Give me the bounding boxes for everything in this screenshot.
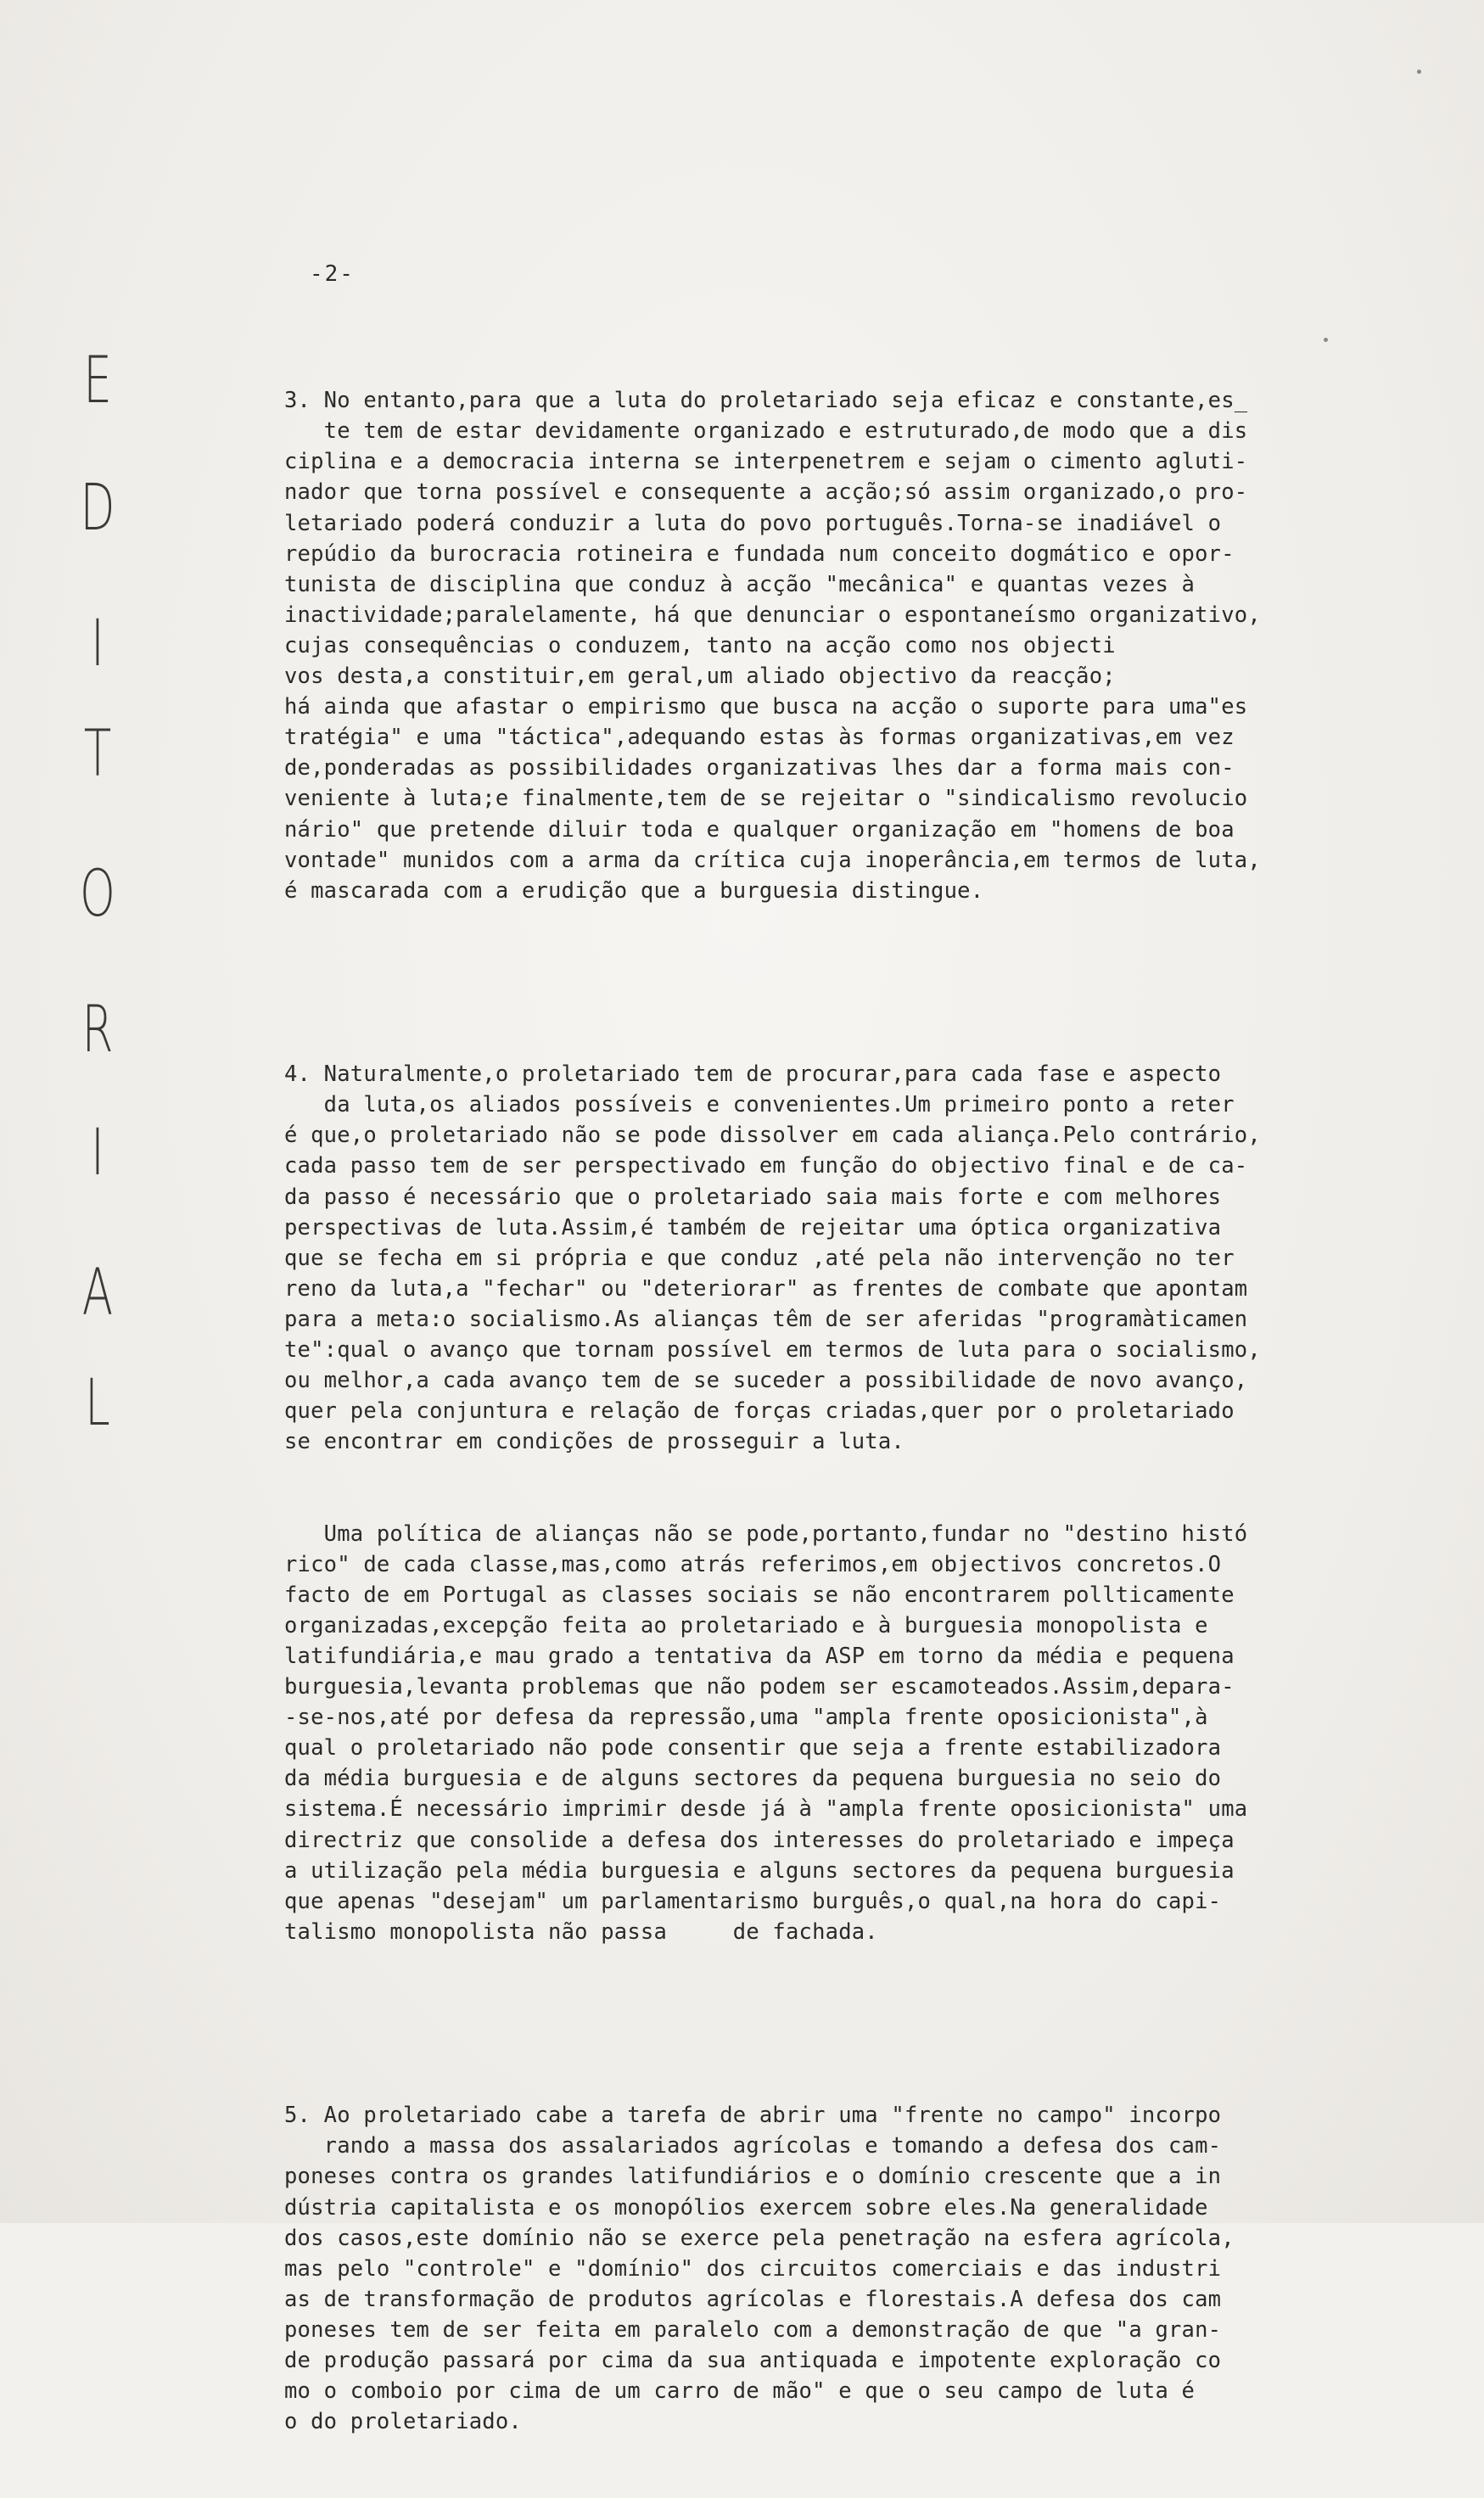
margin-letter-i: I	[91, 605, 104, 681]
text-line: vos desta,a constituir,em geral,um aliado objectivo da reacção;	[284, 664, 1116, 690]
text-line: tratégia" e uma "táctica",adequando estas às formas organizativas,em vez	[284, 725, 1235, 751]
text-line: mo o comboio por cima de um carro de mão" e que o seu campo de luta é	[284, 2378, 1196, 2405]
text-line: vontade" munidos com a arma da crítica cuja inoperância,em termos de luta,	[284, 847, 1261, 873]
text-line: nador que torna possível e consequente a acção;só assim organizado,o pro-	[284, 479, 1248, 506]
paragraph-4	[284, 1059, 1285, 1457]
text-line: que apenas "desejam" um parlamentarismo burguês,o qual,na hora do capi-	[284, 1888, 1222, 1914]
text-line: há ainda que afastar o empirismo que busca na acção o suporte para uma"es	[284, 694, 1248, 720]
margin-letter-d: D	[80, 469, 115, 545]
text-line: inactividade;paralelamente, há que denunciar o espontaneísmo organizativo,	[284, 602, 1261, 628]
page-speck	[1324, 338, 1328, 342]
text-line: as de transformação de produtos agrícolas e florestais.A defesa dos cam	[284, 2286, 1222, 2312]
margin-letter-e: E	[83, 342, 112, 417]
text-line: poneses tem de ser feita em paralelo com a demonstração de que "a gran-	[284, 2316, 1222, 2343]
text-line: nário" que pretende diluir toda e qualquer organização em "homens de boa	[284, 816, 1235, 843]
text-line: veniente à luta;e finalmente,tem de se rejeitar o "sindicalismo revolucio	[284, 786, 1248, 812]
text-line: Uma política de alianças não se pode,portanto,fundar no "destino histó	[284, 1521, 1248, 1547]
text-line: 5. Ao proletariado cabe a tarefa de abrir uma "frente no campo" incorpo	[284, 2103, 1222, 2129]
text-line: 3. No entanto,para que a luta do proletariado seja eficaz e constante,es_	[284, 388, 1248, 414]
text-line: de produção passará por cima da sua antiquada e impotente exploração co	[284, 2348, 1222, 2373]
text-line: da passo é necessário que o proletariado saia mais forte e com melhores	[284, 1184, 1222, 1210]
text-line: dústria capitalista e os monopólios exercem sobre eles.Na generalidade	[284, 2194, 1208, 2221]
margin-letter-i-2: I	[91, 1114, 104, 1190]
text-line: rando a massa dos assalariados agrícolas e tomando a defesa dos cam-	[284, 2133, 1222, 2159]
text-line: dos casos,este domínio não se exerce pela penetração na esfera agrícola,	[284, 2225, 1235, 2251]
text-line: a utilização pela média burguesia e alguns sectores da pequena burguesia	[284, 1857, 1235, 1884]
text-line: que se fecha em si própria e que conduz ,até pela não intervenção no ter	[284, 1245, 1235, 1271]
text-line: repúdio da burocracia rotineira e fundada num conceito dogmático e opor-	[284, 540, 1235, 567]
text-line: se encontrar em condições de prosseguir a luta.	[284, 1429, 904, 1455]
text-line: talismo monopolista não passa de fachada.	[284, 1918, 878, 1945]
text-line: perspectivas de luta.Assim,é também de rejeitar uma óptica organizativa	[284, 1214, 1222, 1241]
text-line: quer pela conjuntura e relação de forças criadas,quer por o proletariado	[284, 1398, 1235, 1425]
margin-letter-o: O	[80, 855, 115, 931]
text-line: é que,o proletariado não se pode dissolver em cada aliança.Pelo contrário,	[284, 1123, 1261, 1149]
text-line: tunista de disciplina que conduz à acção "mecânica" e quantas vezes à	[284, 571, 1196, 597]
margin-letter-a: A	[81, 1254, 114, 1330]
text-line: cujas consequências o conduzem, tanto na acção como nos objecti	[284, 632, 1116, 658]
text-line: facto de em Portugal as classes sociais se não encontrarem pollticamente	[284, 1582, 1235, 1608]
paragraph-3	[284, 385, 1285, 906]
text-line: mas pelo "controle" e "domínio" dos circuitos comerciais e das industri	[284, 2255, 1222, 2282]
page-speck	[1417, 70, 1421, 74]
text-line: latifundiária,e mau grado a tentativa da ASP em torno da média e pequena	[284, 1643, 1235, 1669]
text-line: poneses contra os grandes latifundiários e o domínio crescente que a in	[284, 2164, 1222, 2190]
margin-letter-l: L	[85, 1364, 110, 1440]
paragraph-4-continued	[284, 1519, 1285, 1947]
margin-letter-t: T	[83, 715, 112, 791]
text-line: da luta,os aliados possíveis e convenientes.Um primeiro ponto a reter	[284, 1092, 1235, 1118]
text-line: ciplina e a democracia interna se interpenetrem e sejam o cimento agluti-	[284, 449, 1248, 475]
text-line: rico" de cada classe,mas,como atrás referimos,em objectivos concretos.O	[284, 1551, 1222, 1577]
text-line: de,ponderadas as possibilidades organizativas lhes dar a forma mais con-	[284, 755, 1235, 781]
text-line: te tem de estar devidamente organizado e estruturado,de modo que a dis	[284, 418, 1248, 445]
paragraph-5	[284, 2100, 1285, 2437]
text-line: é mascarada com a erudição que a burguesia distingue.	[284, 877, 984, 904]
text-line: cada passo tem de ser perspectivado em função do objectivo final e de ca-	[284, 1153, 1248, 1179]
text-line: te":qual o avanço que tornam possível em termos de luta para o socialismo,	[284, 1337, 1261, 1363]
text-line: organizadas,excepção feita ao proletariado e à burguesia monopolista e	[284, 1612, 1208, 1638]
text-line: reno da luta,a "fechar" ou "deteriorar" as frentes de combate que apontam	[284, 1275, 1248, 1302]
document-body	[284, 324, 1285, 2498]
text-line: qual o proletariado não pode consentir que seja a frente estabilizadora	[284, 1735, 1222, 1761]
text-line: da média burguesia e de alguns sectores da pequena burguesia no seio do	[284, 1766, 1222, 1792]
text-line: letariado poderá conduzir a luta do povo português.Torna-se inadiável o	[284, 510, 1222, 536]
text-line: sistema.É necessário imprimir desde já à "ampla frente oposicionista" uma	[284, 1796, 1248, 1823]
page-number: -2-	[310, 261, 355, 287]
text-line: para a meta:o socialismo.As alianças têm de ser aferidas "programàticamen	[284, 1306, 1248, 1332]
text-line: burguesia,levanta problemas que não podem ser escamoteados.Assim,depara-	[284, 1674, 1235, 1700]
text-line: o do proletariado.	[284, 2409, 522, 2435]
text-line: -se-nos,até por defesa da repressão,uma "ampla frente oposicionista",à	[284, 1705, 1208, 1731]
text-line: 4. Naturalmente,o proletariado tem de procurar,para cada fase e aspecto	[284, 1061, 1222, 1088]
margin-letter-r: R	[81, 991, 114, 1067]
text-line: directriz que consolide a defesa dos interesses do proletariado e impeça	[284, 1827, 1235, 1853]
text-line: ou melhor,a cada avanço tem de se suceder a possibilidade de novo avanço,	[284, 1368, 1248, 1394]
